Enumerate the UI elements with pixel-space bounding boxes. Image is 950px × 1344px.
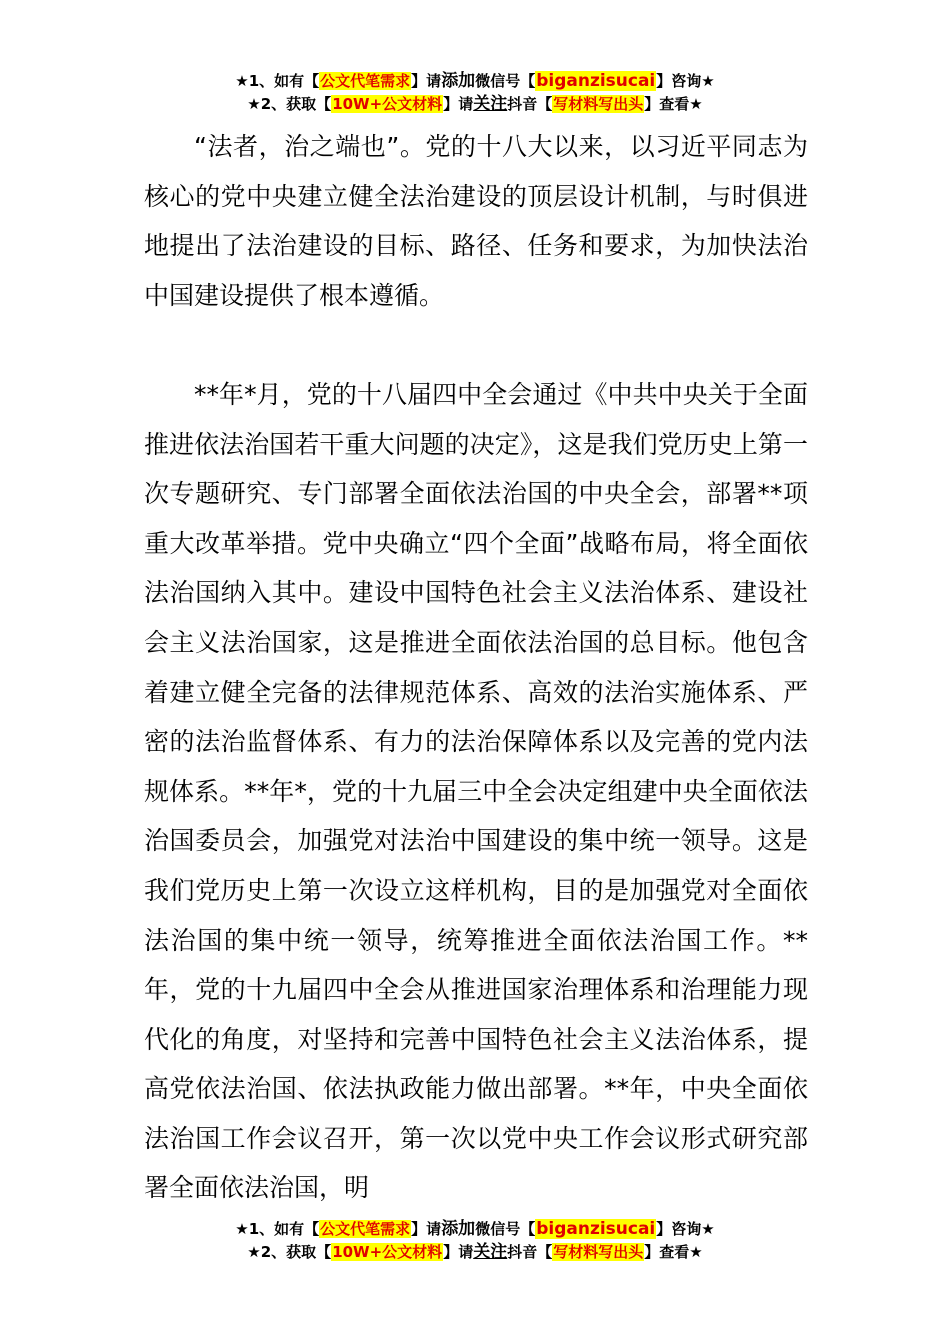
banner-text: 】请	[443, 1243, 474, 1261]
banner-text: ★2、获取【	[247, 1243, 332, 1261]
document-body	[144, 122, 808, 1213]
banner-text: 】咨询★	[656, 1220, 715, 1238]
banner-text: 】请	[411, 72, 442, 90]
banner-line-1	[0, 1218, 950, 1241]
banner-text: 抖音【	[507, 1243, 553, 1261]
paragraph-spacer	[144, 320, 808, 370]
banner-highlight-materials: 10W+公文材料	[332, 95, 443, 113]
banner-highlight-wechat: biganzisucai	[536, 71, 656, 91]
banner-highlight-service: 公文代笔需求	[320, 1220, 411, 1238]
banner-highlight-douyin: 写材料写出头	[553, 95, 644, 113]
banner-text: ★2、获取【	[247, 95, 332, 113]
banner-text: 】请	[411, 1220, 442, 1238]
banner-text: 微信号【	[475, 1220, 536, 1238]
banner-text: 】请	[443, 95, 474, 113]
banner-highlight-wechat: biganzisucai	[536, 1219, 656, 1239]
banner-text: 抖音【	[507, 95, 553, 113]
banner-text: 】查看★	[644, 1243, 703, 1261]
banner-highlight-douyin: 写材料写出头	[553, 1243, 644, 1261]
footer-banner	[0, 1218, 950, 1264]
banner-emphasis: 关注	[473, 94, 508, 114]
banner-text: ★1、如有【	[235, 1220, 320, 1238]
banner-text: 】查看★	[644, 95, 703, 113]
header-banner	[0, 70, 950, 116]
banner-text: ★1、如有【	[235, 72, 320, 90]
banner-line-2	[0, 1241, 950, 1264]
banner-text: 微信号【	[475, 72, 536, 90]
banner-text: 】咨询★	[656, 72, 715, 90]
banner-emphasis: 关注	[473, 1242, 508, 1262]
paragraph-1: “法者，治之端也”。党的十八大以来，以习近平同志为核心的党中央建立健全法治建设的顶层设计机制，与时俱进地提出了法治建设的目标、路径、任务和要求，为加快法治中国建设提供了根本遵循。	[144, 132, 808, 310]
banner-emphasis: 添加	[441, 71, 476, 91]
banner-highlight-service: 公文代笔需求	[320, 72, 411, 90]
paragraph-2: **年*月，党的十八届四中全会通过《中共中央关于全面推进依法治国若干重大问题的决定》，这是我们党历史上第一次专题研究、专门部署全面依法治国的中央全会，部署**项重大改革举措。党中央确立“四个全面”战略布局，将全面依法治国纳入其中。建设中国特色社会主义法治体系、建设社会主义法治国家，这是推进全面依法治国的总目标。他包含着建立健全完备的法律规范体系、高效的法治实施体系、严密的法治监督体系、有力的法治保障体系以及完善的党内法规体系。**年*，党的十九届三中全会决定组建中央全面依法治国委员会，加强党对法治中国建设的集中统一领导。这是我们党历史上第一次设立这样机构，目的是加强党对全面依法治国的集中统一领导，统筹推进全面依法治国工作。**年，党的十九届四中全会从推进国家治理体系和治理能力现代化的角度，对坚持和完善中国特色社会主义法治体系，提高党依法治国、依法执政能力做出部署。**年，中央全面依法治国工作会议召开，第一次以党中央工作会议形式研究部署全面依法治国，明	[144, 379, 808, 1203]
banner-emphasis: 添加	[441, 1219, 476, 1239]
banner-line-2	[0, 93, 950, 116]
banner-line-1	[0, 70, 950, 93]
banner-highlight-materials: 10W+公文材料	[332, 1243, 443, 1261]
